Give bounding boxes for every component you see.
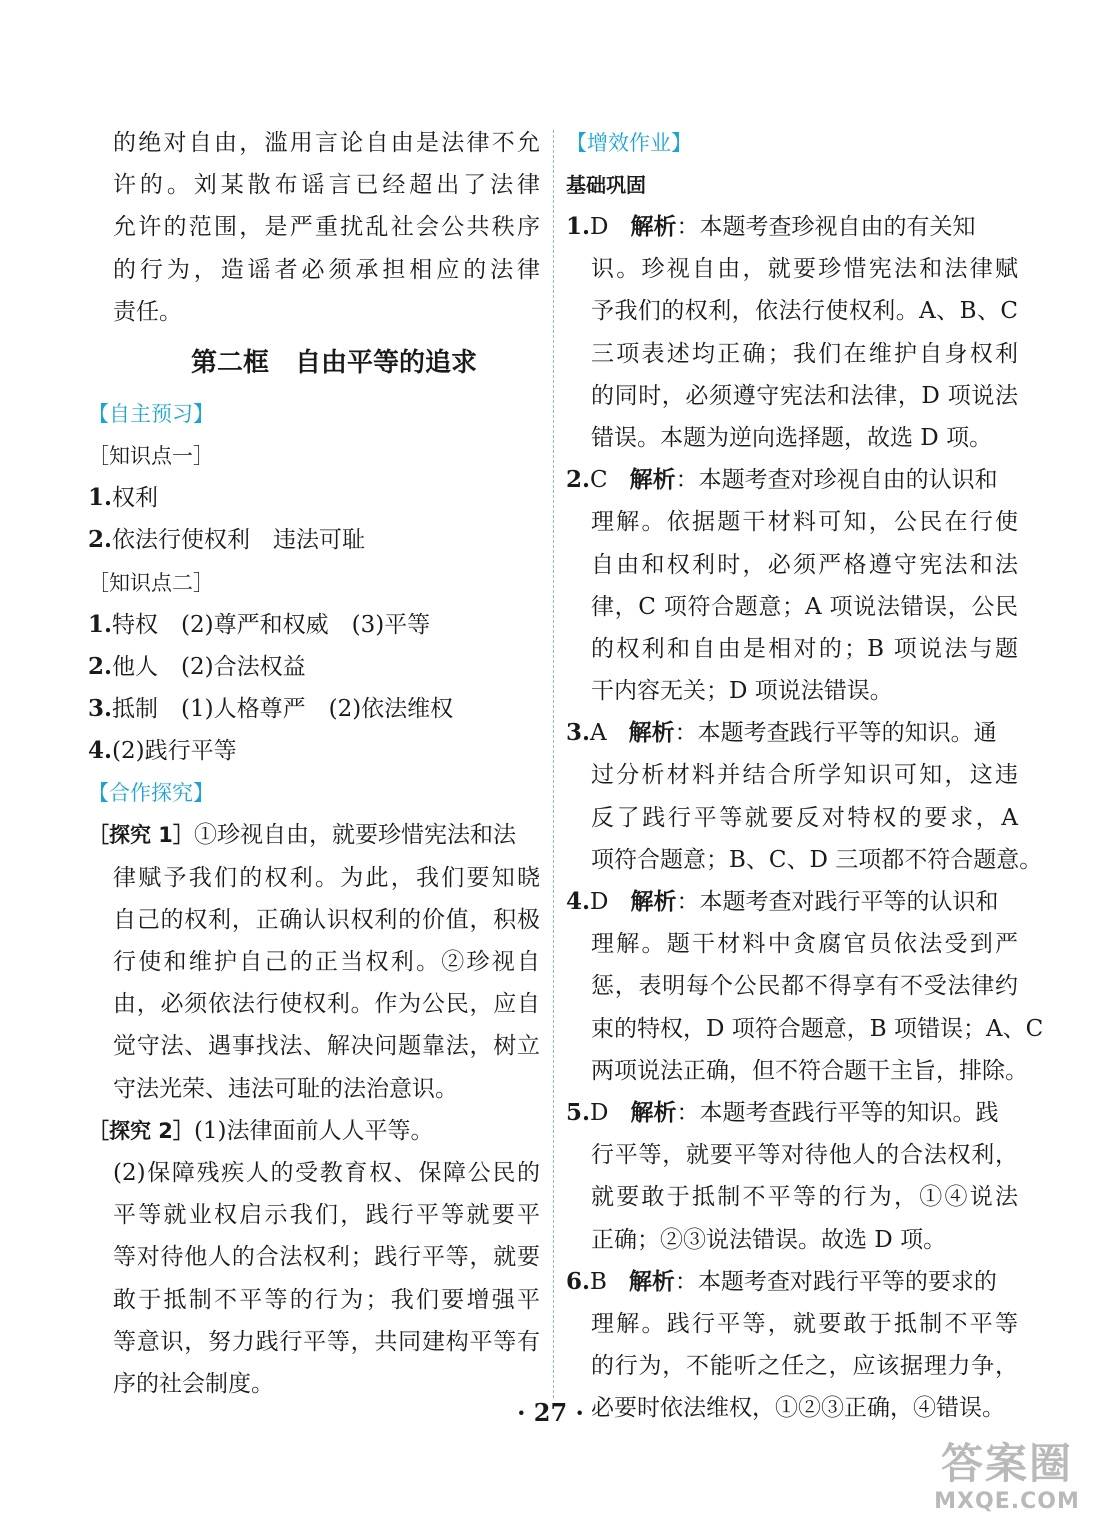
answer-item xyxy=(566,459,1018,712)
watermark-url: MXQE.COM xyxy=(934,1489,1080,1514)
list-item xyxy=(88,477,540,519)
explore-2-line: 敢于抵制不平等的行为；我们要增强平 xyxy=(113,1286,540,1313)
analysis-label: 解析 xyxy=(629,466,676,494)
item-number: 1. xyxy=(88,484,113,512)
answer-choice: D xyxy=(590,214,609,240)
analysis-line: 理解。题干材料中贪腐官员依法受到严 xyxy=(591,931,1018,958)
knowledge-point-1-label: ［知识点一］ xyxy=(88,443,214,468)
item-number: 3. xyxy=(88,695,113,723)
analysis-label: 解析 xyxy=(628,1267,675,1295)
analysis-line: 必要时依法维权，①②③正确，④错误。 xyxy=(591,1395,1005,1422)
list-item xyxy=(88,646,540,688)
answer-choice: D xyxy=(590,889,609,915)
analysis-label: 解析 xyxy=(630,1098,677,1126)
answer-item xyxy=(566,881,1044,1092)
explore-2-line: (2)保障残疾人的受教育权、保障公民的 xyxy=(113,1159,540,1186)
analysis-line: 律，C 项符合题意；A 项说法错误，公民 xyxy=(591,593,1018,620)
page-number: · 27 · xyxy=(517,1398,584,1427)
answer-number: 3. xyxy=(566,719,591,747)
answer-first-line xyxy=(566,1261,1018,1303)
column-divider xyxy=(553,130,554,1398)
analysis-line: 行平等，就要平等对待他人的合法权利， xyxy=(591,1142,1018,1169)
knowledge-point-2-label: ［知识点二］ xyxy=(88,570,214,595)
answer-first-line xyxy=(566,206,1018,248)
explore-2-line: 等意识，努力践行平等，共同建构平等有 xyxy=(113,1328,540,1355)
analysis-line: 理解。践行平等，就要敢于抵制不平等 xyxy=(591,1310,1018,1337)
cooperation-tag: 【合作探究】 xyxy=(88,781,214,806)
item-text: 他人 (2)合法权益 xyxy=(112,653,306,680)
analysis-line: 的行为，不能听之任之，应该据理力争， xyxy=(591,1353,1018,1380)
analysis-line: 项符合题意；B、C、D 三项都不符合题意。 xyxy=(591,846,1043,873)
explore-2-first-line xyxy=(88,1110,540,1152)
explore-2-line: 序的社会制度。 xyxy=(113,1370,274,1397)
answer-number: 4. xyxy=(566,888,591,915)
list-item xyxy=(88,519,540,561)
analysis-line: 两项说法正确，但不符合题干主旨，排除。 xyxy=(591,1057,1028,1084)
analysis-line: 的同时，必须遵守宪法和法律，D 项说法 xyxy=(591,382,1018,409)
explore-1-line: 自己的权利，正确认识权利的价值，积极 xyxy=(113,906,540,933)
explore-2-text: (1)法律面前人人平等。 xyxy=(193,1117,434,1144)
answer-choice: C xyxy=(590,467,608,494)
analysis-line: 识。珍视自由，就要珍惜宪法和法律赋 xyxy=(591,256,1018,283)
answer-number: 2. xyxy=(566,466,591,494)
explore-1-label: ［探究 1］ xyxy=(88,823,194,848)
right-column xyxy=(566,122,1044,1429)
item-number: 1. xyxy=(88,610,113,638)
analysis-text: ：本题考查珍视自由的有关知 xyxy=(676,214,976,240)
analysis-line: 正确；②③说法错误。故选 D 项。 xyxy=(591,1226,947,1253)
answer-choice: A xyxy=(590,720,607,747)
analysis-text: ：本题考查对践行平等的认识和 xyxy=(676,889,999,915)
intro-line: 的行为，造谣者必须承担相应的法律 xyxy=(113,256,540,283)
analysis-line: 惩，表明每个公民都不得享有不受法律约 xyxy=(591,973,1018,1000)
analysis-line: 三项表述均正确；我们在维护自身权利 xyxy=(591,340,1018,367)
left-column xyxy=(88,122,540,1405)
answer-choice: D xyxy=(590,1099,609,1126)
homework-tag: 【增效作业】 xyxy=(566,131,692,155)
watermark-logo xyxy=(927,1438,1087,1528)
answer-number: 6. xyxy=(566,1267,591,1295)
analysis-text: ：本题考查对珍视自由的认识和 xyxy=(675,467,998,494)
answer-first-line xyxy=(566,459,1018,501)
explore-1-first-line xyxy=(88,814,540,856)
section-title: 第二框 自由平等的追求 xyxy=(190,347,477,378)
answer-first-line xyxy=(566,712,1018,754)
intro-line: 责任。 xyxy=(113,298,182,325)
item-number: 4. xyxy=(88,737,113,765)
analysis-line: 予我们的权利，依法行使权利。A、B、C xyxy=(591,298,1018,325)
explore-1-line: 行使和维护自己的正当权利。②珍视自 xyxy=(113,949,540,975)
watermark-title: 答案圈 xyxy=(940,1439,1073,1488)
explore-1-text: ①珍视自由，就要珍惜宪法和法 xyxy=(193,822,516,849)
explore-2-label: ［探究 2］ xyxy=(88,1118,194,1143)
analysis-line: 过分析材料并结合所学知识可知，这违 xyxy=(591,762,1018,789)
preview-tag: 【自主预习】 xyxy=(88,401,214,426)
answer-first-line xyxy=(566,1092,1018,1134)
answer-first-line xyxy=(566,881,1018,923)
intro-line: 的绝对自由，滥用言论自由是法律不允 xyxy=(113,130,540,156)
analysis-line: 就要敢于抵制不平等的行为，①④说法 xyxy=(591,1184,1018,1211)
analysis-line: 自由和权利时，必须严格遵守宪法和法 xyxy=(591,551,1018,578)
list-item xyxy=(88,730,540,772)
analysis-line: 理解。依据题干材料可知，公民在行使 xyxy=(591,509,1018,536)
explore-2-line: 等对待他人的合法权利；践行平等，就要 xyxy=(113,1244,540,1271)
item-number: 2. xyxy=(88,652,113,680)
analysis-text: ：本题考查践行平等的知识。通 xyxy=(674,720,997,747)
item-text: 依法行使权利 违法可耻 xyxy=(112,527,366,554)
item-text: (2)践行平等 xyxy=(112,738,237,765)
list-item xyxy=(88,604,540,646)
answer-choice: B xyxy=(590,1268,607,1295)
explore-1-line: 守法光荣、违法可耻的法治意识。 xyxy=(113,1075,458,1102)
answer-item xyxy=(566,1092,1018,1261)
basics-heading: 基础巩固 xyxy=(566,173,646,197)
explore-1-line: 觉守法、遇事找法、解决问题靠法，树立 xyxy=(113,1033,540,1060)
analysis-line: 的权利和自由是相对的；B 项说法与题 xyxy=(591,635,1018,662)
intro-line: 许的。刘某散布谣言已经超出了法律 xyxy=(113,172,540,199)
intro-line: 允许的范围，是严重扰乱社会公共秩序 xyxy=(113,214,540,241)
analysis-text: ：本题考查践行平等的知识。践 xyxy=(676,1099,999,1126)
answer-item xyxy=(566,712,1043,881)
item-text: 抵制 (1)人格尊严 (2)依法维权 xyxy=(112,696,454,723)
analysis-line: 束的特权，D 项符合题意，B 项错误；A、C xyxy=(591,1015,1044,1042)
list-item xyxy=(88,688,540,730)
answer-number: 5. xyxy=(566,1098,591,1126)
answer-item xyxy=(566,206,1018,459)
analysis-line: 反了践行平等就要反对特权的要求，A xyxy=(591,804,1018,831)
analysis-text: ：本题考查对践行平等的要求的 xyxy=(674,1268,997,1295)
explore-1-line: 由，必须依法行使权利。作为公民，应自 xyxy=(113,991,540,1018)
item-number: 2. xyxy=(88,526,113,554)
explore-2-line: 平等就业权启示我们，践行平等就要平 xyxy=(113,1202,540,1229)
analysis-label: 解析 xyxy=(630,888,677,915)
analysis-line: 错误。本题为逆向选择题，故选 D 项。 xyxy=(591,424,993,451)
answer-number: 1. xyxy=(566,213,591,240)
item-text: 权利 xyxy=(112,485,159,512)
analysis-label: 解析 xyxy=(628,719,675,747)
analysis-line: 干内容无关；D 项说法错误。 xyxy=(591,678,893,705)
analysis-label: 解析 xyxy=(630,213,677,240)
answers-list xyxy=(566,206,1044,1429)
item-text: 特权 (2)尊严和权威 (3)平等 xyxy=(112,611,431,638)
explore-1-line: 律赋予我们的权利。为此，我们要知晓 xyxy=(113,864,540,891)
